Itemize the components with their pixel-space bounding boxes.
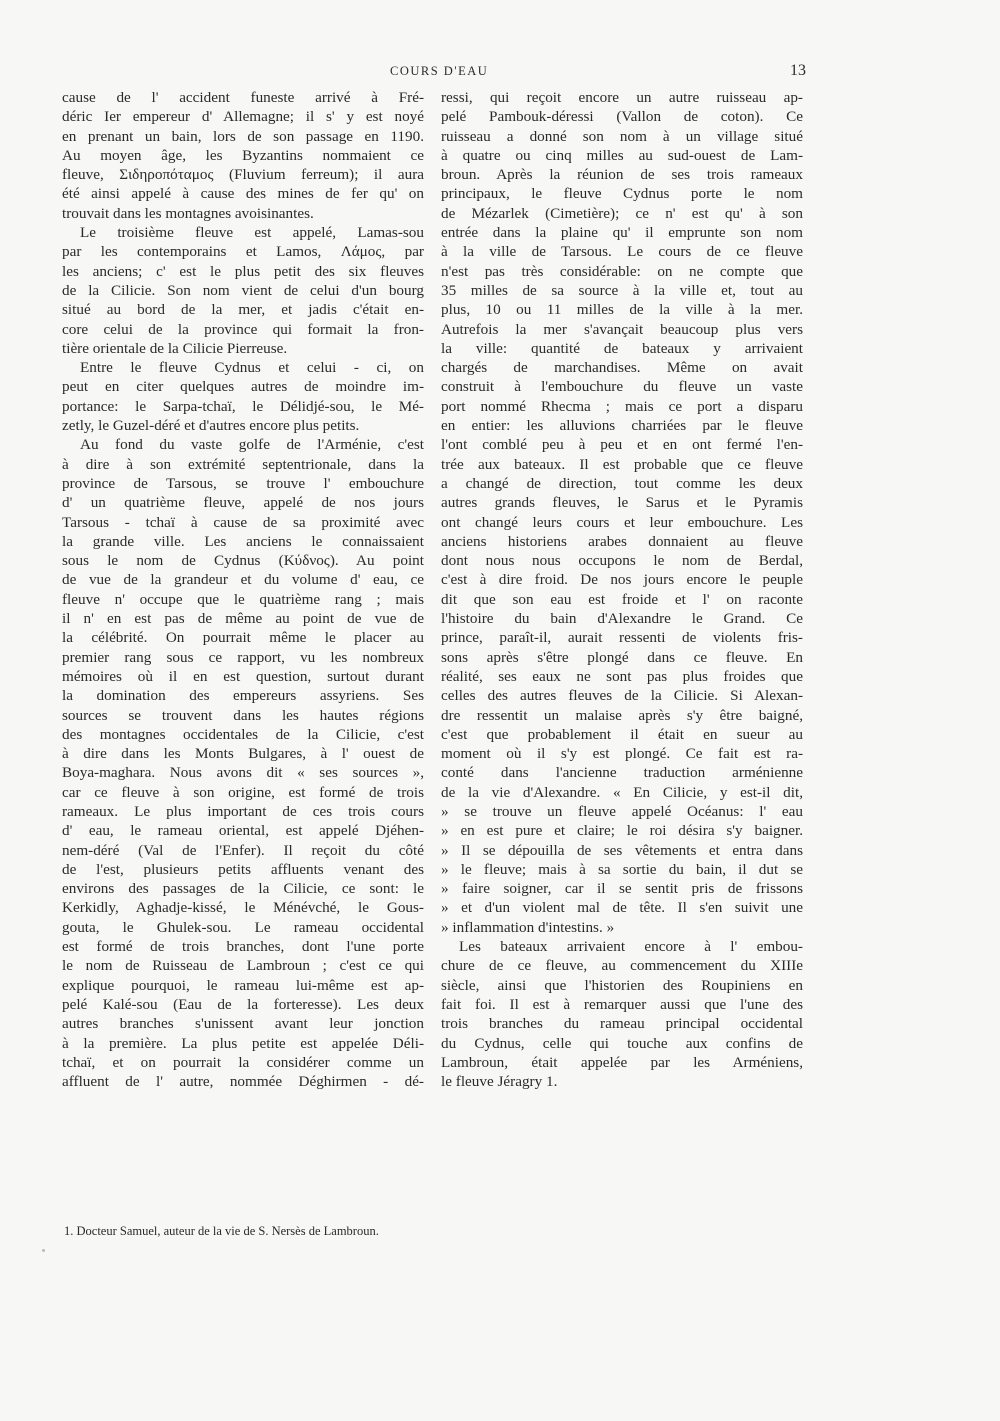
text-line: tchaï, et on pourrait la considérer comme un	[62, 1053, 424, 1071]
text-line: c'est à dire froid. De nos jours encore le peuple	[441, 571, 803, 589]
text-line: Lambroun, était appelée par les Arméniens,	[441, 1053, 803, 1071]
text-line: » inflammation d'intestins. »	[441, 918, 615, 936]
text-line: zetly, le Guzel-déré et d'autres encore plus petits.	[62, 417, 360, 435]
text-line: siècle, ainsi que l'historien des Roupiniens en	[441, 976, 803, 994]
text-line: gouta, le Ghulek-sou. Le rameau occidental	[62, 918, 424, 936]
text-line: » le fleuve; mais à sa sortie du bain, il dut se	[441, 860, 803, 878]
text-line: anciens historiens arabes donnaient au fleuve	[441, 532, 803, 550]
text-line: » Il se dépouilla de ses vêtements et entra dans	[441, 841, 803, 859]
text-line: chure de ce fleuve, au commencement du XIIIe	[441, 957, 803, 975]
text-line: la grande ville. Les anciens le connaissaient	[62, 532, 424, 550]
text-line: chargés de marchandises. Même on avait	[441, 359, 803, 377]
page-number: 13	[790, 62, 806, 79]
text-line: la célébrité. On pourrait même le placer au	[62, 629, 424, 647]
text-line: peut en citer quelques autres de moindre im-	[62, 378, 424, 396]
text-line: premier rang sous ce rapport, vu les nombreux	[62, 648, 424, 666]
text-line: sous le nom de Cydnus (Κύδνος). Au point	[62, 552, 424, 570]
text-line: explique pourquoi, le rameau lui-même est ap-	[62, 976, 424, 994]
text-line: en entier: les alluvions charriées par le fleuve	[441, 417, 803, 435]
right-column	[441, 88, 803, 1091]
text-line: cause de l' accident funeste arrivé à Fré-	[62, 89, 424, 106]
text-line: ont changé leurs cours et leur embouchure. Les	[441, 513, 803, 531]
text-line: dre ressentit un malaise après s'y être baigné,	[441, 706, 803, 724]
text-line: dont nous nous occupons le nom de Berdal,	[441, 552, 803, 570]
text-line: ruisseau a donné son nom à un village situé	[441, 127, 803, 145]
text-line: Entre le fleuve Cydnus et celui - ci, on	[80, 359, 424, 377]
text-line: moment où il s'y est plongé. Ce fait est ra-	[441, 745, 803, 763]
text-line: de vue de la grandeur et du volume d' eau, ce	[62, 571, 424, 589]
text-line: plus, 10 ou 11 milles de la ville à la mer.	[441, 301, 803, 319]
text-line: Tarsous - tchaï à cause de sa proximité avec	[62, 513, 424, 531]
text-line: à la première. La plus petite est appelée Déli-	[62, 1034, 424, 1052]
text-line: d' un quatrième fleuve, appelé de nos jours	[62, 494, 424, 512]
text-line: situé au bord de la mer, et jadis c'était en-	[62, 301, 424, 319]
text-line: Les bateaux arrivaient encore à l' embou-	[459, 938, 803, 956]
paper-speck	[42, 1249, 45, 1252]
text-line: car ce fleuve à son origine, est formé de trois	[62, 783, 424, 801]
text-line: autres grands fleuves, le Sarus et le Pyramis	[441, 494, 803, 512]
text-line: du Cydnus, celle qui touche aux confins de	[441, 1034, 803, 1052]
text-line: core celui de la province qui formait la fron-	[62, 320, 424, 338]
text-line: déric Ier empereur d' Allemagne; il s' y est noyé	[62, 108, 424, 126]
text-line: Autrefois la mer s'avançait beaucoup plus vers	[441, 320, 803, 338]
text-line: le nom de Ruisseau de Lambroun ; c'est ce qui	[62, 957, 424, 975]
text-line: celles des autres fleuves de la Cilicie. Si Alexan-	[441, 687, 803, 705]
text-line: port nommé Rhecma ; mais ce port a disparu	[441, 397, 803, 415]
text-line: à dire dans les Monts Bulgares, à l' ouest de	[62, 745, 424, 763]
text-line: n'est pas très considérable: on ne compte que	[441, 262, 803, 280]
text-line: à la ville de Tarsous. Le cours de ce fleuve	[441, 243, 803, 261]
text-line: trois branches du rameau principal occidental	[441, 1015, 803, 1033]
text-line: à quatre ou cinq milles au sud-ouest de Lam-	[441, 146, 803, 164]
text-line: c'est que probablement il était en sueur au	[441, 725, 803, 743]
left-column	[62, 88, 424, 1091]
text-line: de Mézarlek (Cimetière); ce n' est qu' à son	[441, 204, 803, 222]
text-line: » se trouve un fleuve appelé Océanus: l' eau	[441, 802, 803, 820]
text-line: portance: le Sarpa-tchaï, le Délidjé-sou, le Mé-	[62, 397, 424, 415]
text-line: Au moyen âge, les Byzantins nommaient ce	[62, 146, 424, 164]
text-line: trouvait dans les montagnes avoisinantes.	[62, 204, 314, 222]
text-line: pelé Pambouk-déressi (Vallon de coton). Ce	[441, 108, 803, 126]
text-line: par les contemporains et Lamos, Λάμος, par	[62, 243, 424, 261]
text-line: il n' en est pas de même au point de vue de	[62, 610, 424, 628]
footnote: 1. Docteur Samuel, auteur de la vie de S. Nersès de Lambroun.	[64, 1224, 379, 1238]
text-line: environs des passages de la Cilicie, ce sont: le	[62, 880, 424, 898]
text-line: construit à l'embouchure du fleuve un vaste	[441, 378, 803, 396]
text-line: prince, paraît-il, aurait ressenti de violents fris-	[441, 629, 803, 647]
text-line: » faire soigner, car il se sentit pris de frissons	[441, 880, 803, 898]
text-line: conté dans l'ancienne traduction arménienne	[441, 764, 803, 782]
text-line: rameaux. Le plus important de ces trois cours	[62, 802, 424, 820]
text-line: trée aux bateaux. Il est probable que ce fleuve	[441, 455, 803, 473]
text-line: fleuve n' occupe que le quatrième rang ; mais	[62, 590, 424, 608]
text-line: est formé de trois branches, dont l'une porte	[62, 938, 424, 956]
text-line: nem-déré (Val de l'Enfer). Il reçoit du côté	[62, 841, 424, 859]
text-line: l'histoire du bain d'Alexandre le Grand. Ce	[441, 610, 803, 628]
text-line: des montagnes occidentales de la Cilicie, c'est	[62, 725, 424, 743]
text-line: Kerkidly, Aghadje-kissé, le Ménévché, le Gous-	[62, 899, 424, 917]
text-line: province de Tarsous, se trouve l' embouchure	[62, 474, 424, 492]
text-line: fleuve, Σιδηροπόταμος (Fluvium ferreum); il aura	[62, 166, 424, 184]
text-line: le fleuve Jéragry 1.	[441, 1073, 558, 1091]
text-line: l'ont comblé peu à peu et en ont fermé l'en-	[441, 436, 803, 454]
text-line: Boya-maghara. Nous avons dit « ses sources »,	[62, 764, 424, 782]
running-title: COURS D'EAU	[390, 64, 489, 78]
text-line: 35 milles de sa source à la ville et, tout au	[441, 281, 803, 299]
text-line: fait foi. Il est à remarquer aussi que l'une des	[441, 995, 803, 1013]
text-line: » et d'un violent mal de tête. Il s'en suivit une	[441, 899, 803, 917]
text-line: principaux, le fleuve Cydnus porte le nom	[441, 185, 803, 203]
text-line: sources se trouvent dans les hautes régions	[62, 706, 424, 724]
text-line: pelé Kalé-sou (Eau de la forteresse). Les deux	[62, 995, 424, 1013]
text-line: mémoires où il en est question, surtout durant	[62, 667, 424, 685]
text-line: entrée dans la plaine qu' il emprunte son nom	[441, 224, 803, 242]
text-line: affluent de l' autre, nommée Déghirmen - dé-	[62, 1073, 424, 1091]
text-line: en prenant un bain, lors de son passage en 1190.	[62, 127, 424, 145]
text-line: sons après s'être plongé dans ce fleuve. En	[441, 648, 803, 666]
text-line: broun. Après la réunion de ses trois rameaux	[441, 166, 803, 184]
text-line: la domination des empereurs assyriens. Ses	[62, 687, 424, 705]
text-line: les anciens; c' est le plus petit des six fleuves	[62, 262, 424, 280]
running-head	[0, 60, 1000, 84]
text-line: autres branches s'unissent avant leur jonction	[62, 1015, 424, 1033]
text-line: de l'est, plusieurs petits affluents venant des	[62, 860, 424, 878]
text-line: tière orientale de la Cilicie Pierreuse.	[62, 339, 288, 357]
text-line: d' eau, le rameau oriental, est appelé Djéhen-	[62, 822, 424, 840]
text-line: ressi, qui reçoit encore un autre ruisseau ap-	[441, 89, 803, 106]
text-line: Le troisième fleuve est appelé, Lamas-sou	[80, 224, 424, 242]
text-line: » en est pure et claire; le roi désira s'y baigner.	[441, 822, 803, 840]
text-line: Au fond du vaste golfe de l'Arménie, c'est	[80, 436, 424, 454]
text-line: a changé de direction, tout comme les deux	[441, 474, 803, 492]
text-line: à dire à son extrémité septentrionale, dans la	[62, 455, 424, 473]
text-line: dit que son eau est froide et l' on raconte	[441, 590, 803, 608]
text-line: réalité, ses eaux ne sont pas plus froides que	[441, 667, 803, 685]
text-line: été ainsi appelé à cause des mines de fer qu' on	[62, 185, 424, 203]
text-line: la ville: quantité de bateaux y arrivaient	[441, 339, 803, 357]
text-line: de la Cilicie. Son nom vient de celui d'un bourg	[62, 281, 424, 299]
text-line: de la vie d'Alexandre. « En Cilicie, y est-il dit,	[441, 783, 803, 801]
